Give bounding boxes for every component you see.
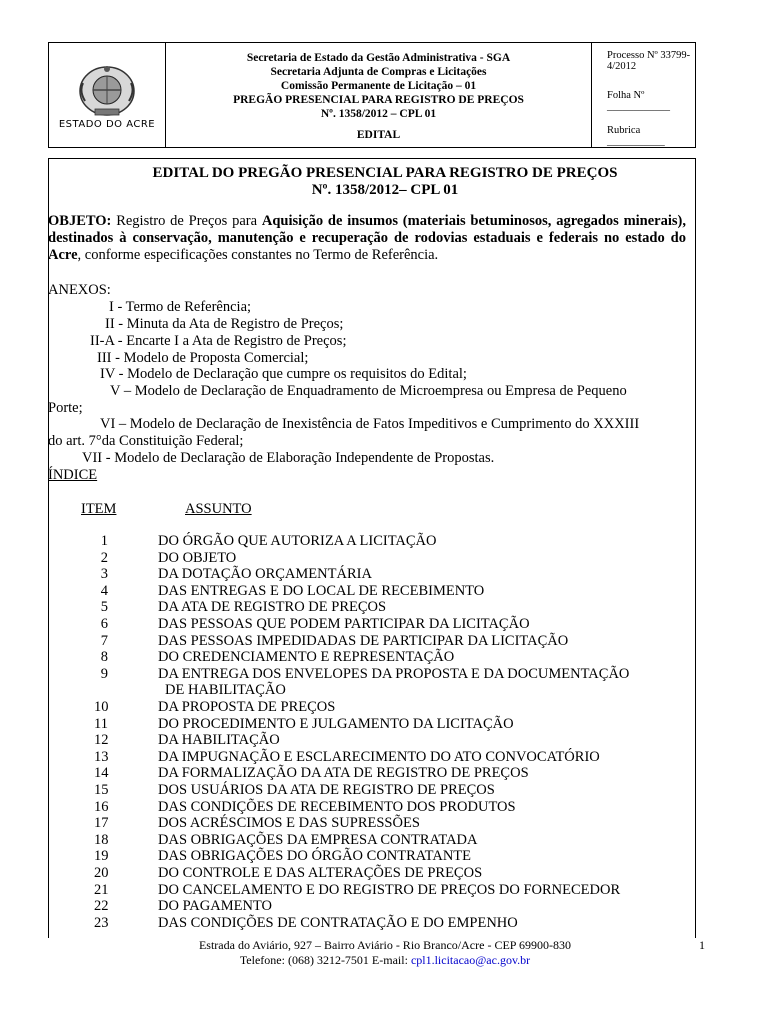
indice-row-number: 4	[100, 582, 108, 599]
indice-row-number: 17	[94, 815, 109, 832]
edital-label: EDITAL	[356, 129, 401, 141]
anexo-i: I - Termo de Referência;	[109, 299, 252, 315]
objeto-label: OBJETO:	[48, 213, 112, 229]
indice-row-subject: DAS PESSOAS IMPEDIDADAS DE PARTICIPAR DA LICITAÇÃO	[158, 632, 569, 649]
page-number: 1	[699, 938, 705, 952]
header-info	[166, 43, 592, 147]
objeto-bold-text: Aquisição de insumos (materiais betuminosos, agregados minerais), destinados à conservação, manutenção e recuperação de rodovias estaduais e federais no estado do Acre	[48, 213, 686, 263]
indice-row-subject: DO ÓRGÃO QUE AUTORIZA A LICITAÇÃO	[158, 533, 437, 549]
objeto-text-2: , conforme especificações constantes no Termo de Referência.	[77, 247, 439, 263]
indice-row-subject: DAS OBRIGAÇÕES DA EMPRESA CONTRATADA	[158, 831, 478, 848]
folha-field: Folha Nº ____________	[607, 90, 670, 112]
indice-row-subject: DE HABILITAÇÃO	[165, 682, 286, 699]
indice-row-number: 10	[94, 699, 109, 715]
anexo-vi: VI – Modelo de Declaração de Inexistência de Fatos Impeditivos e Cumprimento do XXXIII	[100, 416, 640, 432]
header-line-3: Comissão Permanente de Licitação – 01	[280, 80, 477, 92]
indice-row-subject: DO CANCELAMENTO E DO REGISTRO DE PREÇOS DO FORNECEDOR	[158, 881, 621, 898]
indice-row-number: 7	[100, 632, 108, 649]
rubrica-field: Rubrica ___________	[607, 125, 665, 147]
indice-row-number: 15	[94, 782, 109, 798]
indice-row-subject: DOS ACRÉSCIMOS E DAS SUPRESSÕES	[158, 815, 420, 832]
indice-row-number: 16	[94, 798, 109, 815]
anexo-v: V – Modelo de Declaração de Enquadramento de Microempresa ou Empresa de Pequeno	[110, 383, 627, 399]
indice-row-subject: DOS USUÁRIOS DA ATA DE REGISTRO DE PREÇOS	[158, 782, 495, 798]
indice-row-number: 18	[94, 831, 109, 848]
objeto-text-1: Registro de Preços para	[111, 213, 262, 229]
indice-row-number: 8	[100, 649, 108, 666]
logo-cell	[49, 43, 166, 147]
header-line-1: Secretaria de Estado da Gestão Administrativa - SGA	[246, 52, 511, 64]
header-line-4: PREGÃO PRESENCIAL PARA REGISTRO DE PREÇOS	[233, 94, 524, 106]
state-label: ESTADO DO ACRE	[58, 119, 156, 130]
indice-row-number: 13	[94, 748, 109, 765]
indice-row-subject: DA FORMALIZAÇÃO DA ATA DE REGISTRO DE PREÇOS	[158, 765, 529, 782]
anexo-ii: II - Minuta da Ata de Registro de Preços;	[105, 316, 344, 332]
footer-email-link[interactable]: cpl1.licitacao@ac.gov.br	[410, 953, 531, 967]
footer-address: Estrada do Aviário, 927 – Bairro Aviário - Rio Branco/Acre - CEP 69900-830	[198, 938, 572, 952]
anexos-label: ANEXOS:	[48, 282, 111, 298]
indice-row-subject: DAS OBRIGAÇÕES DO ÓRGÃO CONTRATANTE	[158, 848, 472, 865]
footer-phone: Telefone: (068) 3212-7501 E-mail:	[239, 953, 411, 967]
header-line-5: Nº. 1358/2012 – CPL 01	[320, 108, 437, 120]
indice-row-subject: DO CONTROLE E DAS ALTERAÇÕES DE PREÇOS	[158, 865, 483, 881]
indice-row-subject: DA ATA DE REGISTRO DE PREÇOS	[158, 599, 387, 616]
indice-row-subject: DO PAGAMENTO	[158, 898, 273, 915]
indice-row-number: 21	[94, 881, 109, 898]
state-crest-icon	[77, 61, 137, 121]
objeto-paragraph	[48, 213, 686, 264]
indice-row-subject: DO CREDENCIAMENTO E REPRESENTAÇÃO	[158, 649, 455, 666]
indice-row-number: 11	[94, 715, 108, 732]
anexo-iv: IV - Modelo de Declaração que cumpre os requisitos do Edital;	[100, 366, 467, 382]
anexo-v-cont: Porte;	[48, 400, 83, 416]
indice-row-subject: DA ENTREGA DOS ENVELOPES DA PROPOSTA E DA DOCUMENTAÇÃO	[158, 665, 630, 682]
indice-row-subject: DA IMPUGNAÇÃO E ESCLARECIMENTO DO ATO CONVOCATÓRIO	[158, 748, 600, 765]
indice-row-number: 22	[94, 898, 109, 915]
document-header	[48, 42, 696, 148]
document-title-line-1: EDITAL DO PREGÃO PRESENCIAL PARA REGISTRO DE PREÇOS	[152, 165, 618, 181]
anexo-ii-a: II-A - Encarte I a Ata de Registro de Preços;	[90, 333, 347, 349]
process-cell	[593, 43, 695, 147]
indice-row-number: 23	[94, 914, 109, 931]
indice-row-number: 9	[100, 665, 108, 682]
indice-row-subject: DAS PESSOAS QUE PODEM PARTICIPAR DA LICITAÇÃO	[158, 616, 530, 632]
indice-row-subject: DO OBJETO	[158, 549, 237, 566]
footer-contact	[0, 953, 770, 968]
indice-label: ÍNDICE	[48, 467, 98, 483]
indice-col-assunto: ASSUNTO	[185, 501, 252, 517]
indice-row-number: 20	[94, 865, 109, 881]
processo-number: Processo Nº 33799-4/2012	[607, 50, 691, 72]
indice-row-subject: DAS ENTREGAS E DO LOCAL DE RECEBIMENTO	[158, 582, 485, 599]
document-title-line-2: Nº. 1358/2012– CPL 01	[311, 182, 459, 198]
indice-row-subject: DAS CONDIÇÕES DE CONTRATAÇÃO E DO EMPENHO	[158, 914, 518, 931]
indice-row-number: 14	[94, 765, 109, 782]
indice-row-number: 12	[94, 732, 109, 749]
indice-col-item: ITEM	[81, 501, 117, 517]
indice-row-subject: DO PROCEDIMENTO E JULGAMENTO DA LICITAÇÃO	[158, 715, 514, 732]
indice-row-subject: DAS CONDIÇÕES DE RECEBIMENTO DOS PRODUTOS	[158, 798, 516, 815]
anexo-iii: III - Modelo de Proposta Comercial;	[97, 350, 309, 366]
indice-row-subject: DA HABILITAÇÃO	[158, 732, 280, 749]
indice-row-number: 6	[100, 616, 108, 632]
anexo-vi-cont: do art. 7°da Constituição Federal;	[48, 433, 244, 449]
indice-row-subject: DA PROPOSTA DE PREÇOS	[158, 699, 336, 715]
indice-row-number: 2	[100, 549, 108, 566]
indice-row-number: 1	[100, 533, 108, 549]
indice-row-number: 5	[100, 599, 108, 616]
indice-row-number: 19	[94, 848, 109, 865]
header-line-2: Secretaria Adjunta de Compras e Licitações	[270, 66, 487, 78]
anexo-vii: VII - Modelo de Declaração de Elaboração Independente de Propostas.	[82, 450, 495, 466]
indice-row-subject: DA DOTAÇÃO ORÇAMENTÁRIA	[158, 566, 372, 583]
indice-row-number: 3	[100, 566, 108, 583]
